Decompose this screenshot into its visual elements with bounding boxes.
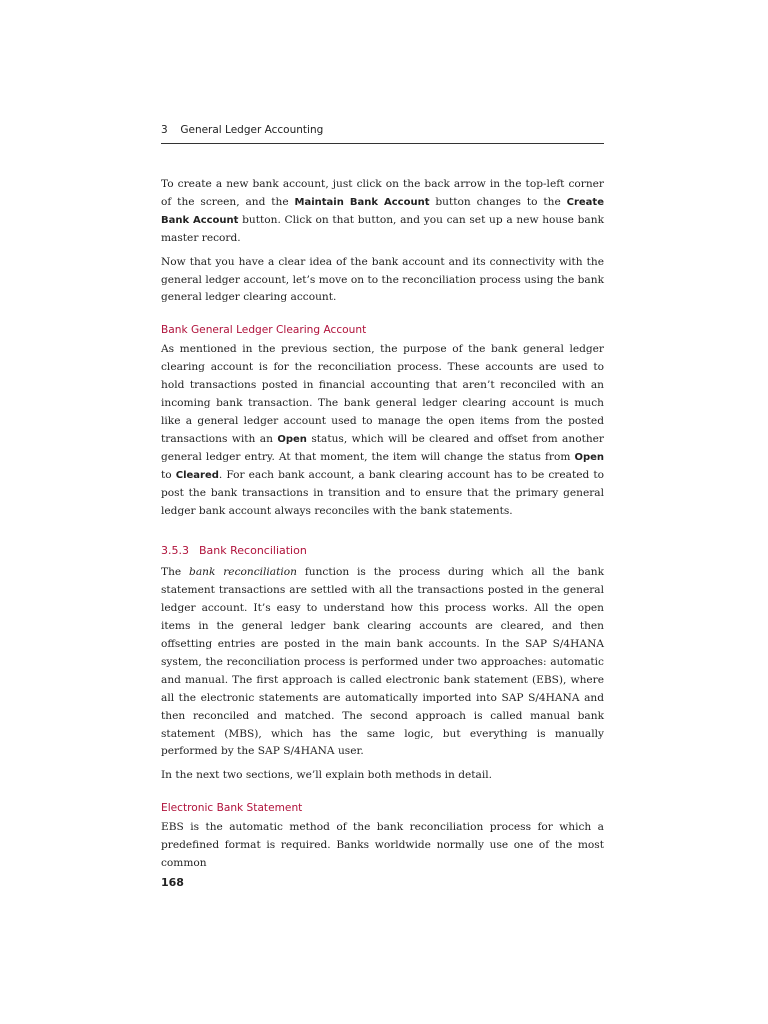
text-run: As mentioned in the previous section, the purpose of the bank general ledger clearing account is for the reconciliation process. These accounts are used to hold transactions posted in financial accounting that aren’t reconciled with an incoming bank transaction. The bank general ledger clearing account is much like a general ledger account used to manage the open items from the posted transactions with an [161,343,604,445]
heading-electronic-bank-statement: Electronic Bank Statement [161,802,303,815]
open-status-term: Open [277,433,307,445]
body-text [161,176,604,879]
section-number: 3.5.3 [161,544,189,558]
heading-bank-gl-clearing-account: Bank General Ledger Clearing Account [161,324,367,337]
paragraph-next-sections: In the next two sections, we’ll explain both methods in detail. [161,769,492,782]
paragraph-create-bank-account [161,176,604,248]
header-rule [161,143,604,144]
page-number: 168 [161,876,184,889]
text-run: The [161,566,190,579]
text-run: . For each bank account, a bank clearing account has to be created to post the bank transactions in transition and to ensure that the primary general ledger bank account always reconciles with the bank statements. [161,468,604,517]
paragraph-clearing-account [161,341,604,520]
section-heading-bank-reconciliation [161,542,604,560]
text-run: to [161,468,176,481]
chapter-title: General Ledger Accounting [180,124,324,136]
text-run: function is the process during which all the bank statement transactions are settled with all the transactions posted in the general ledger account. It’s easy to understand how this process works. All the open items in the general ledger bank clearing accounts are cleared, and then offsetting entries are posted in the main bank accounts. In the SAP S/4HANA system, the reconciliation process is performed under two approaches: automatic and manual. The first approach is called electronic bank statement (EBS), where all the electronic statements are automatically imported into SAP S/4HANA and then reconciled and matched. The second approach is called manual bank statement (MBS), which has the same logic, but everything is manually performed by the SAP S/4HANA user. [161,566,605,758]
maintain-bank-account-term: Maintain Bank Account [294,196,430,208]
text-run: To create a new bank account, just click on the back arrow in the top-left corner of the screen, and the [161,178,604,208]
chapter-number: 3 [161,124,168,136]
text-run: button. Click on that button, and you can set up a new house bank master record. [161,213,604,244]
open-status-term: Open [574,451,604,463]
cleared-status-term: Cleared [175,469,219,481]
create-bank-account-term: Create Bank Account [161,196,604,226]
running-header [161,124,604,136]
text-run: button changes to the [429,195,567,208]
bank-reconciliation-term: bank reconciliation [189,566,297,579]
paragraph-bank-reconciliation [161,564,604,761]
text-run: status, which will be cleared and offset from another general ledger entry. At that moment, the item will change the status from [161,432,604,463]
paragraph-ebs: EBS is the automatic method of the bank reconciliation process for which a predefined format is required. Banks worldwide normally use one of the most common [161,821,604,870]
paragraph-transition: Now that you have a clear idea of the bank account and its connectivity with the general ledger account, let’s move on to the reconciliation process using the bank general ledger clearing account. [161,255,604,304]
section-title: Bank Reconciliation [199,544,307,558]
